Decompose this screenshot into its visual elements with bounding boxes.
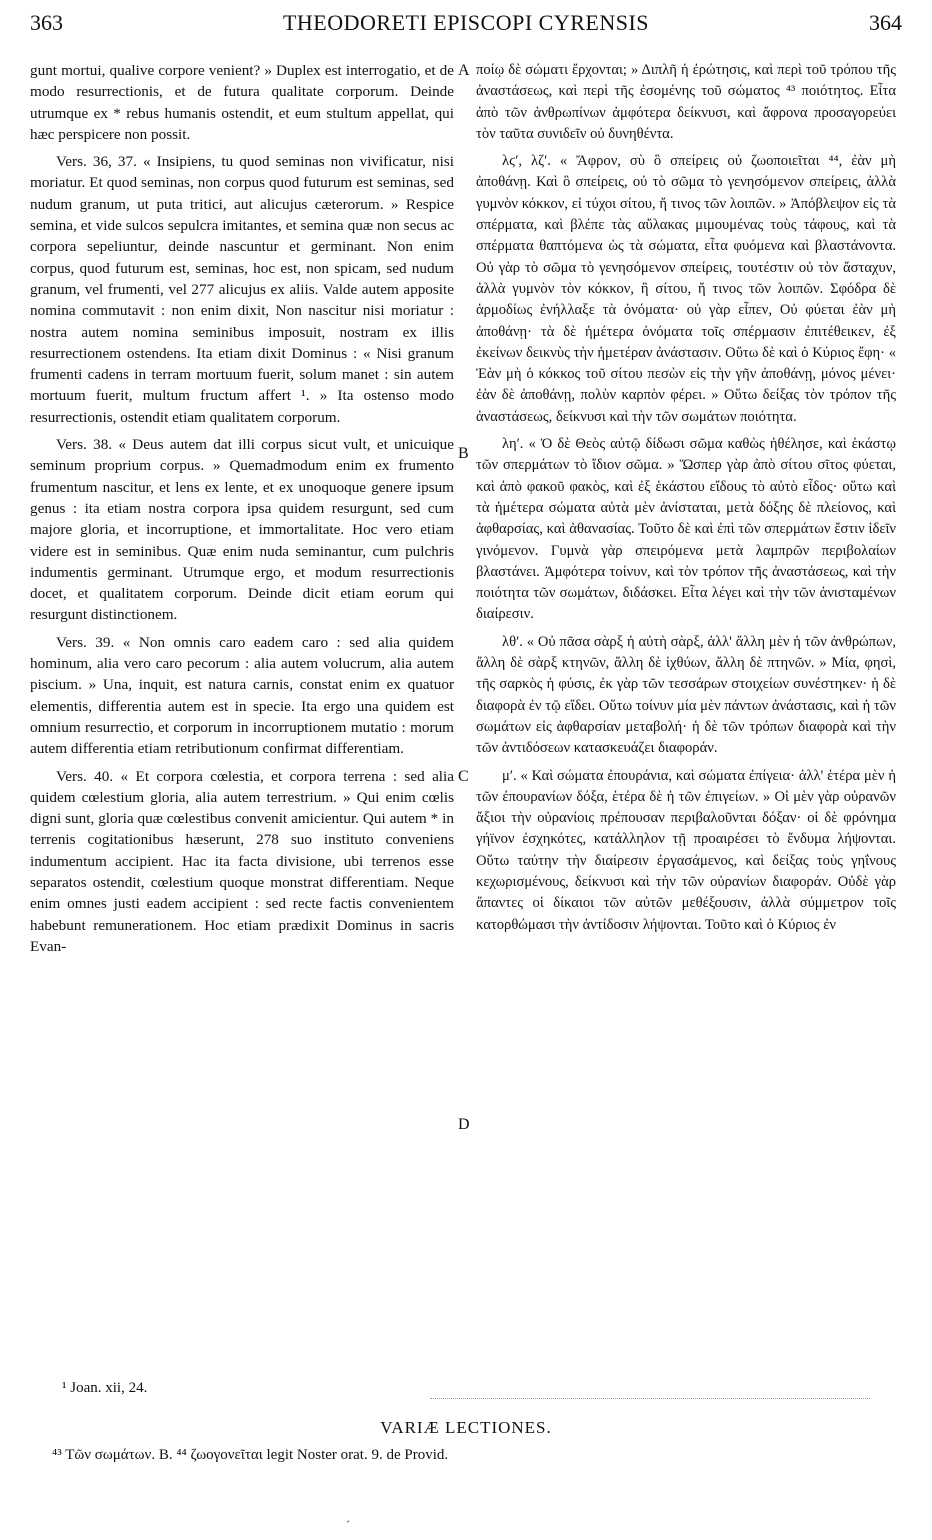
greek-paragraph: λθʹ. « Οὐ πᾶσα σὰρξ ἡ αὐτὴ σὰρξ, ἀλλ' ἄλλη μὲν ἡ τῶν ἀνθρώπων, ἄλλη δὲ σὰρξ κτηνῶν, ἄλλη δὲ ἰχθύων, ἄλλη δὲ πτηνῶν. » Μία, φησὶ, τῆς σαρκὸς ἡ φύσις, ἐκ γὰρ τῶν τεσσάρων στοιχείων συνέστηκεν· ἡ δὲ διαφορὰ ἐν τῷ εἴδει. Οὕτω τοίνυν μία μὲν πάντων ἀνάστασις, καὶ ἡ τῶν σωμάτων εἰς ἀφθαρσίαν μεταβολή· ἡ δὲ τῶν τρόπων διαφορὰ καὶ τὴν τῶν ἀντιδόσεων κατασκευάζει διαφοράν.	[476, 633, 896, 757]
latin-column	[30, 60, 454, 963]
footnote: ¹ Joan. xii, 24.	[62, 1380, 148, 1396]
greek-paragraph: ποίῳ δὲ σώματι ἔρχονται; » Διπλῆ ἡ ἐρώτησις, καὶ περὶ τοῦ τρόπου τῆς ἀναστάσεως, καὶ περὶ τῆς ἐσομένης τοῦ σώματος ⁴³ ποιότητος. Εἶτα ἀπὸ τῶν ἀνθρωπίνων ἀμφότερα δείκνυσι, καὶ ἄφρονα προσαγορεύει τὸν ταῦτα συνιδεῖν οὐ δυνηθέντα.	[476, 62, 896, 142]
page-number-right: 364	[869, 10, 902, 35]
latin-paragraph: gunt mortui, qualive corpore venient? » Duplex est interrogatio, et de modo resurrectionis, et de futura qualitate corporum. Deinde utrumque ex * rebus humanis ostendit, et eum stultum appellat, qui hæc perspicere non possit.	[30, 62, 454, 143]
latin-paragraph: Vers. 39. « Non omnis caro eadem caro : sed alia quidem hominum, alia vero caro pecorum : alia autem volucrum, alia autem piscium. » Una, inquit, est natura carnis, constat enim ex quatuor elementis, differentia autem est in specie. Ita ergo una quidem est omnium resurrectio, et corporum in incorruptionem mutatio : morum autem differentia etiam retributionum confirmat differentiam.	[30, 633, 454, 758]
page-number-left: 363	[30, 10, 63, 35]
variae-lectiones-title: VARIÆ LECTIONES.	[380, 1418, 552, 1437]
latin-paragraph: Vers. 38. « Deus autem dat illi corpus sicut vult, et unicuique seminum proprium corpus. » Quemadmodum enim ex frumento frumentum nascitur, et lens ex lente, et ex unoquoque genere ipsum genus : ita etiam nostra corpora ipsa quidem resurgunt, sed cum majore gloria, et incorruptione, et immortalitate. Hoc vero etiam videre est in seminibus. Quæ enim nuda seminantur, cum pulchris indumentis germinant. Utrumque ergo, et modum resurrectionis docet, et qualitatem corporum. Deinde dicit etiam eorum qui resurgunt distinctionem.	[30, 436, 454, 624]
page-header	[0, 6, 932, 46]
latin-paragraph: Vers. 36, 37. « Insipiens, tu quod seminas non vivificatur, nisi moriatur. Et quod seminas, non corpus quod futurum est seminas, sed nudum granum, ut puta tritici, aut alicujus cæterorum. » Respice semina, et vide sulcos sepulcra imitantes, et semina quæ non secus ac corpora sepeliuntur, deinde nascuntur et germinant. Non enim corpus, quod futurum est, seminas, hoc est, non spicam, sed nudum granum, vel frumenti, vel 277 alicujus ex aliis. Valde autem apposite nomina commutavit : non enim dixit, Non nascitur nisi moriatur : nostra autem nomina seminibus imposuit, nostram ex illis resurrectionem ostendens. Ita etiam dixit Dominus : « Nisi granum frumenti cadens in terram mortuum fuerit, solum manet : sin autem mortuum fuerit, multum fructum affert ¹. » Ita ostenso modo resurrectionis, ostendit etiam qualitatem corporum.	[30, 153, 454, 426]
section-marker-c: C	[458, 768, 469, 785]
footnote-divider	[430, 1398, 870, 1399]
greek-paragraph: ληʹ. « Ὁ δὲ Θεὸς αὐτῷ δίδωσι σῶμα καθὼς ἠθέλησε, καὶ ἑκάστῳ τῶν σπερμάτων τὸ ἴδιον σῶμα. » Ὥσπερ γὰρ ἀπὸ σίτου σῖτος φύεται, καὶ ἀπὸ φακοῦ φακὸς, καὶ ἐξ ἑκάστου εἴδους τὸ αὐτὸ εἶδος· οὕτω καὶ τὰ ἡμέτερα σώματα αὐτὰ μὲν ἀνίσταται, μετὰ δόξης δὲ πλείονος, καὶ ἀφθαρσίας, καὶ ἀθανασίας. Τοῦτο δὲ καὶ ἐπὶ τῶν σπερμάτων ἔστιν ἰδεῖν γινόμενον. Γυμνὰ γὰρ σπειρόμενα μετὰ λαμπρῶν περιβολαίων βλαστάνει. Ἀμφότερα τοίνυν, καὶ τὸν τρόπον τῆς ἀναστάσεως, καὶ τὴν ποιότητα τῶν σωμάτων, διδάσκει. Εἶτα λέγει καὶ τὴν τῶν ἀνισταμένων διαίρεσιν.	[476, 436, 896, 623]
running-title: THEODORETI EPISCOPI CYRENSIS	[282, 10, 650, 35]
greek-column	[476, 60, 896, 942]
latin-paragraph: Vers. 40. « Et corpora cœlestia, et corpora terrena : sed alia quidem cœlestium gloria, alia autem terrestrium. » Qui enim cœlis digni sunt, gloria quæ cœlestibus convenit amicientur. Qui autem * in terrenis cogitationibus hæserunt, 278 suo instituto conveniens indumentum accipient. Hac ita facta divisione, ubi terrenos esse separatos ostendit, cœlestium quoque monstrat differentiam. Neque enim omnes justi eadem accipient : sed recte factis convenientem habebunt remunerationem. Hoc etiam prædixit Dominus in sacris Evan-	[30, 767, 454, 955]
section-marker-a: A	[458, 62, 470, 79]
section-marker-b: B	[458, 445, 469, 462]
greek-paragraph: μʹ. « Καὶ σώματα ἐπουράνια, καὶ σώματα ἐπίγεια· ἀλλ' ἑτέρα μὲν ἡ τῶν ἐπουρανίων δόξα, ἑτέρα δὲ ἡ τῶν ἐπιγείων. » Οἱ μὲν γὰρ οὐρανῶν ἄξιοι τὴν οὐρανίοις πρέπουσαν περιβαλοῦνται δόξαν· οἱ δὲ φρόνημα γήϊνον ἐσχηκότες, κατάλληλον τῇ προαιρέσει τὸ ἔνδυμα λήψονται. Οὕτω ταύτην τὴν διαίρεσιν ἐργασάμενος, καὶ δείξας τοὺς γηΐνους κεχωρισμένους, δείκνυσι καὶ τὴν τῶν οὐρανίων διαφοράν. Οὐδὲ γὰρ ἅπαντες οἱ δίκαιοι τῶν αὐτῶν μεθέξουσιν, ἀλλὰ σύμμετρον τοῖς κατορθώμασι τὴν ἀντίδοσιν λήψονται. Τοῦτο καὶ ὁ Κύριος ἐν	[476, 767, 896, 933]
section-marker-d: D	[458, 1116, 470, 1133]
variae-lectiones-text: ⁴³ Τῶν σωμάτων. B. ⁴⁴ ζωογονεῖται legit Noster orat. 9. de Provid.	[52, 1447, 449, 1463]
greek-paragraph: λϛʹ, λζʹ. « Ἄφρον, σὺ ὃ σπείρεις οὐ ζωοποιεῖται ⁴⁴, ἐὰν μὴ ἀποθάνῃ. Καὶ ὃ σπείρεις, οὐ τὸ σῶμα τὸ γενησόμενον σπείρεις, ἀλλὰ γυμνὸν κόκκον, εἰ τύχοι σίτου, ἤ τινος τῶν λοιπῶν. » Ἀπόβλεψον εἰς τὰ σπέρματα, καὶ βλέπε τὰς αὔλακας μιμουμένας τοὺς τάφους, καὶ τὰ σπέρματα θαπτόμενα ὡς τὰ σώματα, εἶτα φυόμενα καὶ βλαστάνοντα. Οὐ γὰρ τὸ σῶμα τὸ γενησόμενον σπείρεις, τουτέστιν οὐ τὸν ἄσταχυν, ἀλλὰ γυμνὸν τὸν κόκκον, ἢ σίτου, ἤ τινος τῶν λοιπῶν. Σφόδρα δὲ ἁρμοδίως ἐνήλλαξε τὰ ὀνόματα· οὐ γὰρ εἶπεν, Οὐ φύεται ἐὰν μὴ ἀποθάνῃ· τὰ δὲ ἡμέτερα ὀνόματα τοῖς σπέρμασιν ἐπιτέθεικεν, ἐξ ἐκείνων δεικνὺς τὴν ἡμετέραν ἀνάστασιν. Οὕτω δὲ καὶ ὁ Κύριος ἔφη· « Ἐὰν μὴ ὁ κόκκος τοῦ σίτου πεσὼν εἰς τὴν γῆν ἀποθάνῃ, μόνος μένει· ἐὰν δὲ ἀποθάνῃ, πολὺν καρπὸν φέρει. » Οὕτω δείξας τὸν τρόπον τῆς ἀναστάσεως, δείκνυσι καὶ τὴν τῶν σωμάτων ποιότητα.	[476, 153, 896, 425]
printer-mark: ´	[346, 1518, 350, 1532]
